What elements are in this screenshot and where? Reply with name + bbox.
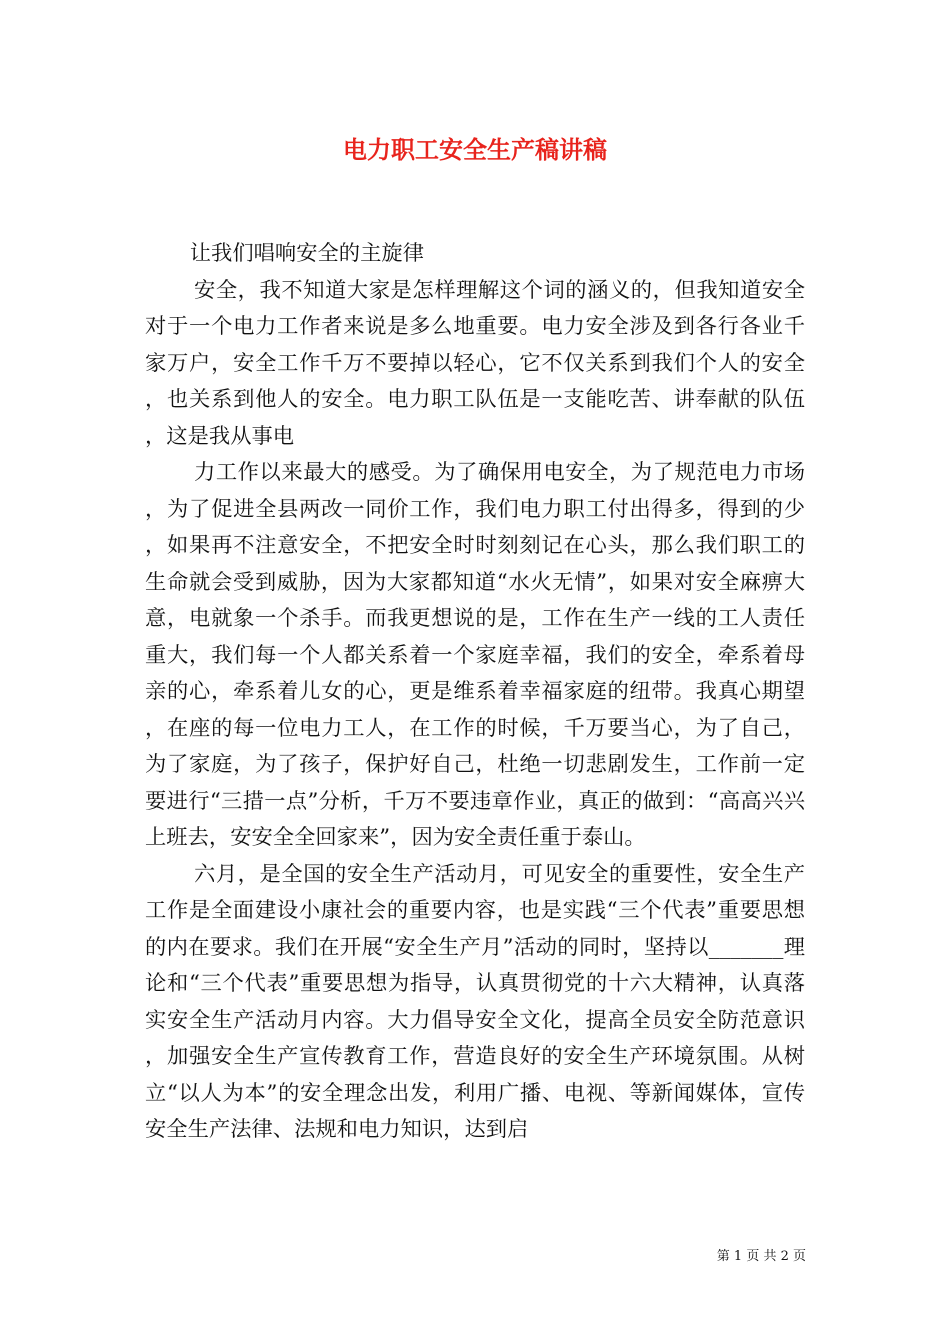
document-title: 电力职工安全生产稿讲稿 — [343, 135, 607, 164]
body-paragraph: 力工作以来最大的感受。为了确保用电安全，为了规范电力市场，为了促进全县两改一同价工作，我们电力职工付出得多，得到的少，如果再不注意安全，不把安全时时刻刻记在心头，那么我们职工的生命就会受到威胁，因为大家都知道“水火无情”，如果对安全麻痹大意，电就象一个杀手。而我更想说的是，工作在生产一线的工人责任重大，我们每一个人都关系着一个家庭幸福，我们的安全，牵系着母亲的心，牵系着儿女的心，更是维系着幸福家庭的纽带。我真心期望，在座的每一位电力工人，在工作的时候，千万要当心，为了自己，为了家庭，为了孩子，保护好自己，杜绝一切悲剧发生，工作前一定要进行“三措一点”分析，千万不要违章作业，真正的做到：“高高兴兴上班去，安安全全回家来”，因为安全责任重于泰山。 — [145, 460, 805, 850]
body-paragraph-subtitle: 让我们唱响安全的主旋律 — [189, 241, 424, 266]
body-paragraph: 六月，是全国的安全生产活动月，可见安全的重要性，安全生产工作是全面建设小康社会的重要内容，也是实践“三个代表”重要思想的内在要求。我们在开展“安全生产月”活动的同时，坚持以_______理论和“三个代表”重要思想为指导，认真贯彻党的十六大精神，认真落实安全生产活动月内容。大力倡导安全文化，提高全员安全防范意识，加强安全生产宣传教育工作，营造良好的安全生产环境氛围。从树立“以人为本”的安全理念出发，利用广播、电视、等新闻媒体，宣传安全生产法律、法规和电力知识，达到启 — [145, 861, 805, 1142]
page-number: 第 1 页 共 2 页 — [716, 1249, 806, 1264]
body-paragraph: 安全，我不知道大家是怎样理解这个词的涵义的，但我知道安全对于一个电力工作者来说是多么地重要。电力安全涉及到各行各业千家万户，安全工作千万不要掉以轻心，它不仅关系到我们个人的安全，也关系到他人的安全。电力职工队伍是一支能吃苦、讲奉献的队伍，这是我从事电 — [145, 277, 805, 449]
document-body — [145, 236, 805, 1149]
